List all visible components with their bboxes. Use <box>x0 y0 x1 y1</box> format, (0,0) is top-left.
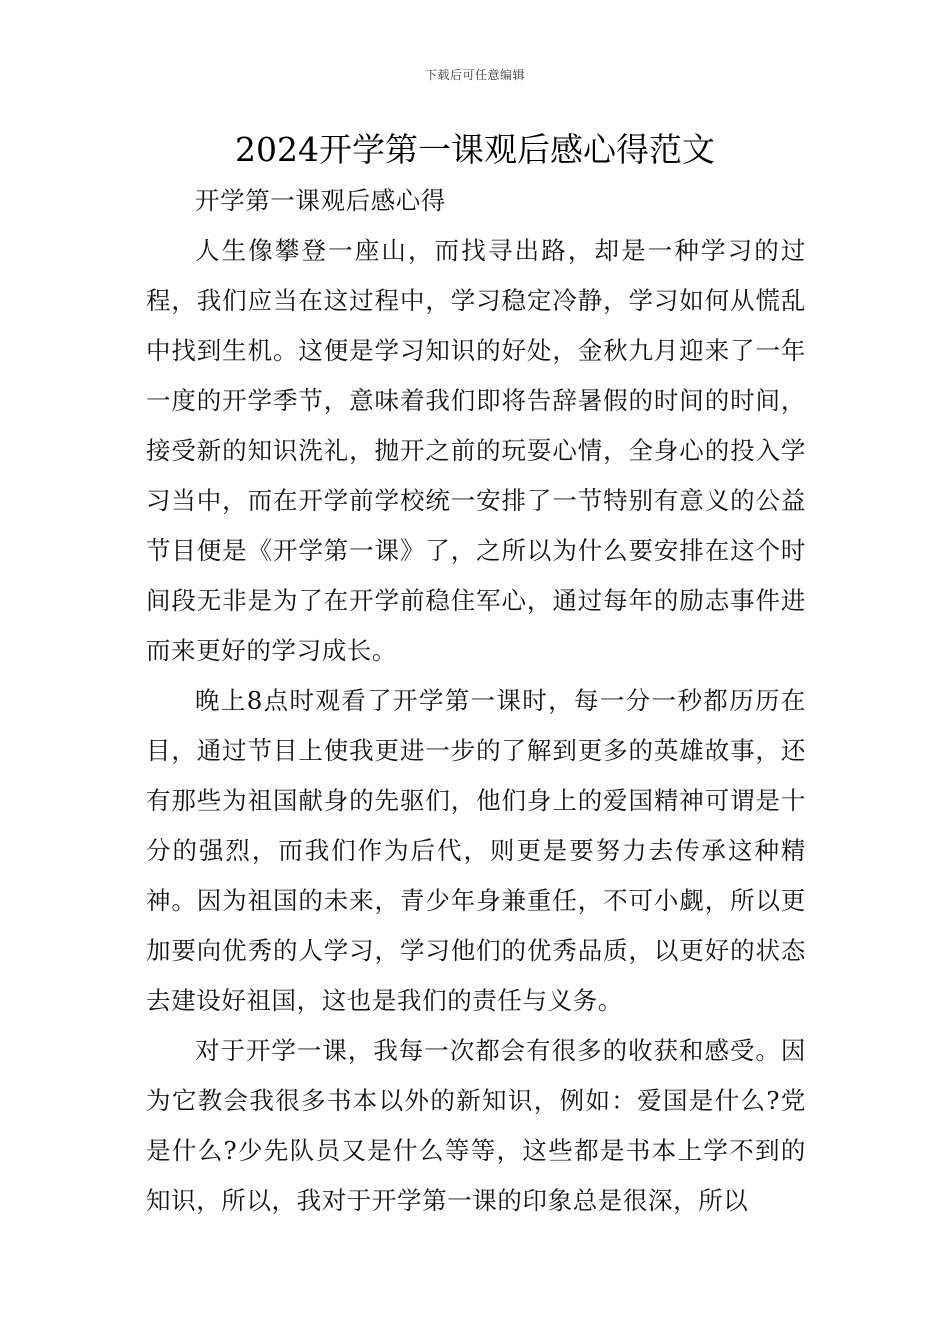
header-note: 下载后可任意编辑 <box>424 68 525 82</box>
body-paragraph: 对于开学一课，我每一次都会有很多的收获和感受。因为它教会我很多书本以外的新知识，例如：爱国是什么?党是什么?少先队员又是什么等等，这些都是书本上学不到的知识，所以，我对于开学第一课的印象总是很深，所以 <box>146 1036 806 1215</box>
document-title: 2024开学第一课观后感心得范文 <box>235 130 715 169</box>
body-paragraph: 人生像攀登一座山，而找寻出路，却是一种学习的过程，我们应当在这过程中，学习稳定冷静，学习如何从慌乱中找到生机。这便是学习知识的好处，金秋九月迎来了一年一度的开学季节，意味着我们即将告辞暑假的时间的时间，接受新的知识洗礼，抛开之前的玩耍心情，全身心的投入学习当中，而在开学前学校统一安排了一节特别有意义的公益节目便是《开学第一课》了，之所以为什么要安排在这个时间段无非是为了在开学前稳住军心，通过每年的励志事件进而来更好的学习成长。 <box>146 236 806 665</box>
subtitle-paragraph: 开学第一课观后感心得 <box>195 186 446 215</box>
document-body <box>146 176 806 1226</box>
body-paragraph: 晚上8点时观看了开学第一课时，每一分一秒都历历在目，通过节目上使我更进一步的了解到更多的英雄故事，还有那些为祖国献身的先驱们，他们身上的爱国精神可谓是十分的强烈，而我们作为后代，则更是要努力去传承这种精神。因为祖国的未来，青少年身兼重任，不可小觑，所以更加要向优秀的人学习，学习他们的优秀品质，以更好的状态去建设好祖国，这也是我们的责任与义务。 <box>146 686 806 1015</box>
